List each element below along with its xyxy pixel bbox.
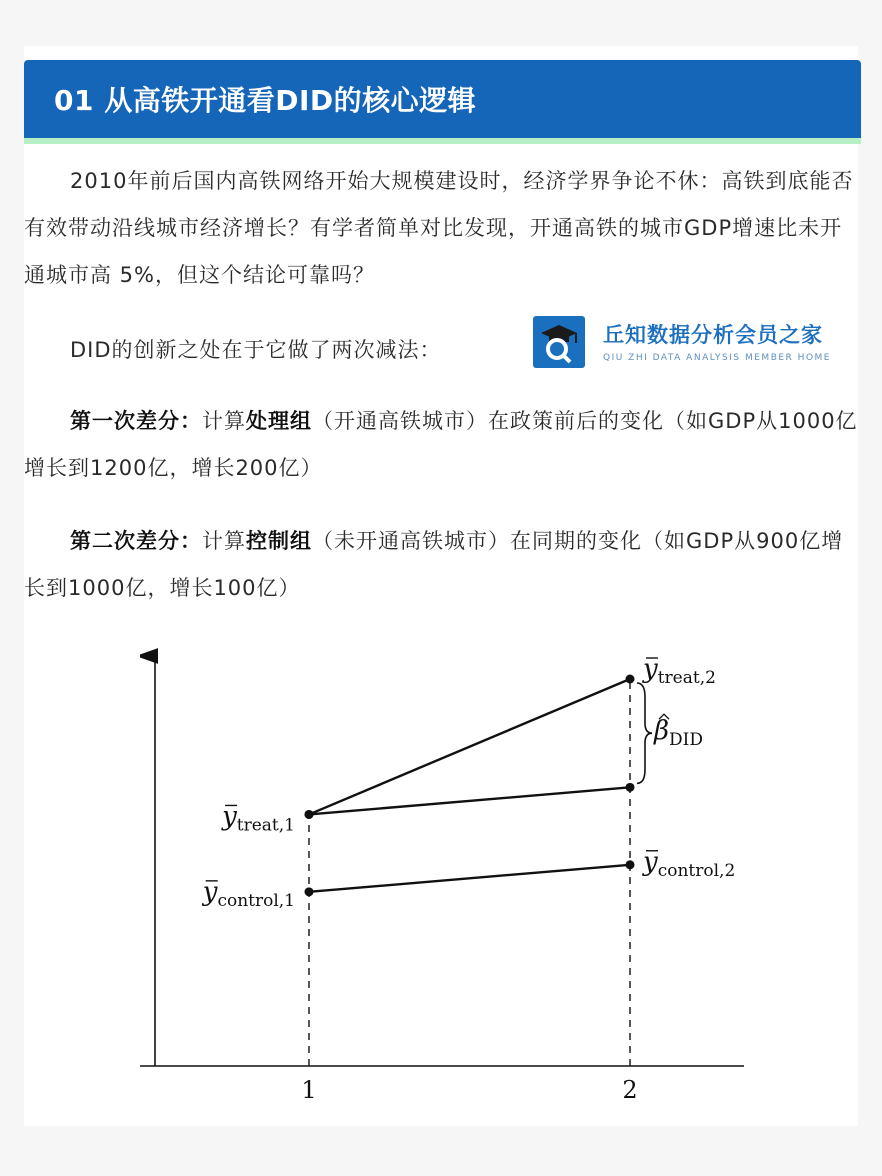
second-diff-text-a: 计算 (202, 529, 246, 553)
series-line-2 (309, 865, 630, 892)
watermark-title: 丘知数据分析会员之家 (603, 322, 823, 347)
svg-text:ycontrol,1: $y_{control,1}$ (202, 876, 295, 911)
label-control-2 (642, 847, 735, 881)
did-chart (140, 636, 744, 1126)
label-treat-2 (642, 654, 716, 688)
watermark-subtitle: QIU ZHI DATA ANALYSIS MEMBER HOME (603, 352, 831, 363)
x-tick-label-1: 1 (301, 1076, 317, 1104)
series-point-start-1 (305, 810, 314, 819)
label-control-1 (202, 877, 295, 911)
first-diff-text-b: （开通高铁城市）在政策前后的变化（如GDP从1000亿增长到1200亿，增长200亿） (24, 409, 858, 480)
watermark (533, 314, 845, 370)
series-point-end-2 (626, 860, 635, 869)
graduation-cap-magnifier-icon (533, 316, 585, 368)
second-diff-group: 控制组 (246, 529, 312, 553)
header-underline (24, 138, 861, 144)
second-diff-paragraph (24, 518, 860, 612)
series-point-end-1 (626, 783, 635, 792)
did-chart-svg (140, 636, 744, 1126)
svg-text:βDID: $\beta_{DID}$ (654, 716, 704, 751)
second-diff-text-b: （未开通高铁城市）在同期的变化（如GDP从900亿增长到1000亿，增长100亿） (24, 529, 844, 600)
series-point-start-2 (305, 887, 314, 896)
first-diff-label: 第一次差分： (70, 409, 202, 433)
did-intro-text: DID的创新之处在于它做了两次减法： (70, 338, 442, 362)
intro-paragraph (24, 158, 860, 299)
svg-text:ytreat,1: $y_{treat,1}$ (222, 801, 295, 836)
section-title: 01 从高铁开通看DID的核心逻辑 (54, 84, 477, 117)
first-diff-paragraph (24, 398, 860, 492)
first-diff-group: 处理组 (246, 409, 312, 433)
second-diff-label: 第二次差分： (70, 529, 202, 553)
x-tick-label-2: 2 (622, 1076, 638, 1104)
first-diff-text-a: 计算 (202, 409, 246, 433)
svg-text:ycontrol,2: $y_{control,2}$ (643, 846, 736, 881)
annotation-beta-did (653, 714, 703, 750)
series-line-0 (309, 679, 630, 814)
label-treat-1 (221, 801, 295, 835)
series-line-1 (309, 787, 630, 814)
brace (637, 683, 652, 783)
section-header (24, 60, 861, 138)
intro-text: 2010年前后国内高铁网络开始大规模建设时，经济学界争论不休：高铁到底能否有效带动沿线城市经济增长？有学者简单对比发现，开通高铁的城市GDP增速比未开通城市高 5%，但这个结论可靠吗？ (24, 169, 854, 287)
series-point-end-0 (626, 675, 635, 684)
svg-text:ytreat,2: $y_{treat,2}$ (643, 654, 716, 688)
